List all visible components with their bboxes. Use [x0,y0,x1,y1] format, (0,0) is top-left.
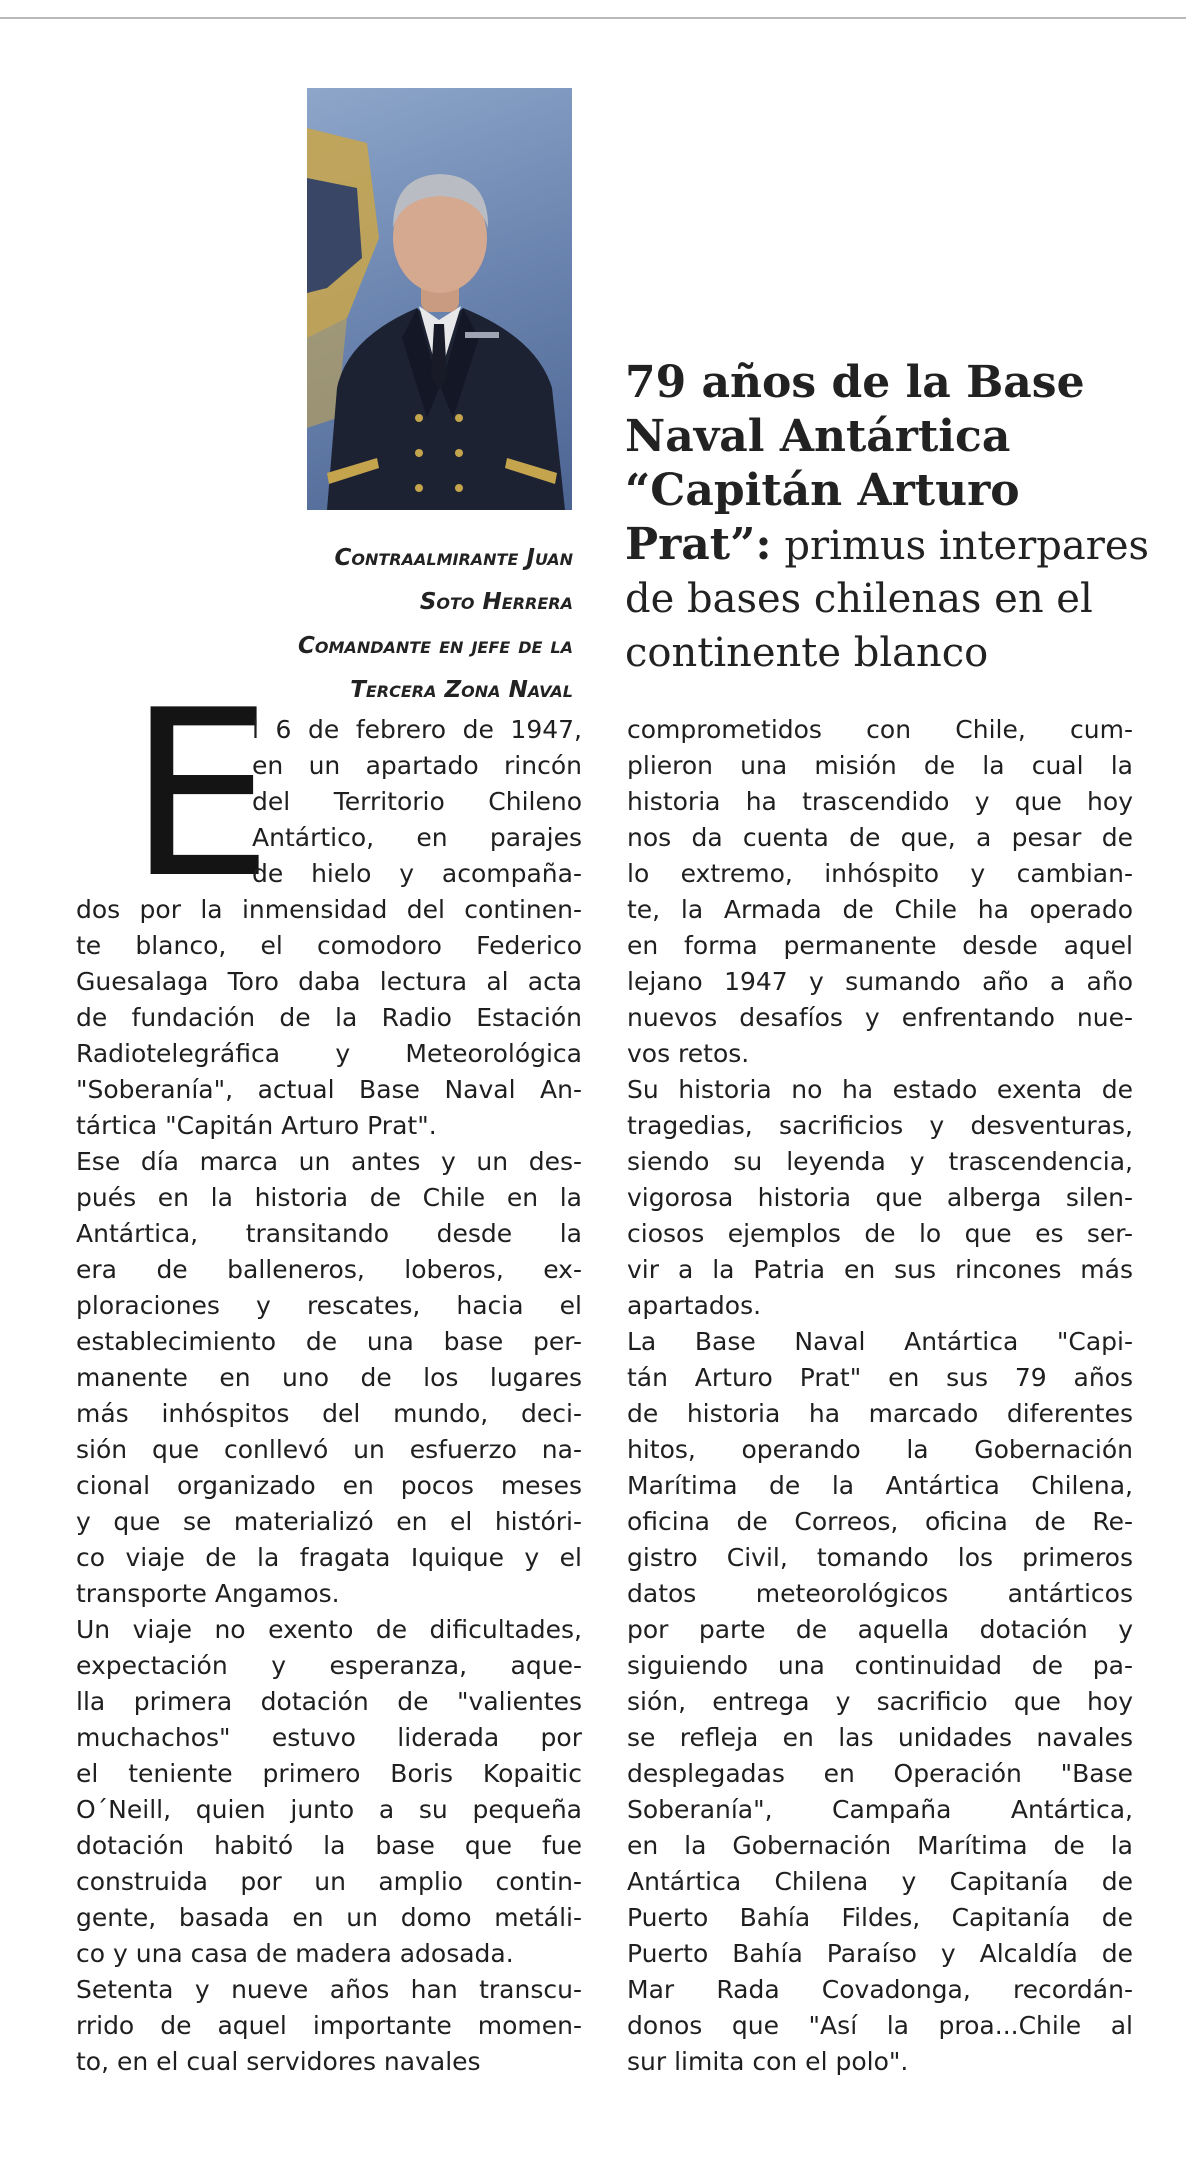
text-line: nos da cuenta de que, a pesar de [627,823,1133,852]
text-line: rrido de aquel importante momen- [76,2011,582,2040]
text-line: plieron una misión de la cual la [627,751,1133,780]
text-line: apartados. [627,1291,762,1320]
text-line: establecimiento de una base per- [76,1327,582,1356]
text-line: Mar Rada Covadonga, recordán- [627,1975,1133,2004]
text-line: ploraciones y rescates, hacia el [76,1291,582,1320]
text-line: vir a la Patria en sus rincones más [627,1255,1133,1284]
text-line: dos por la inmensidad del continen- [76,895,582,924]
text-line: por parte de aquella dotación y [627,1615,1133,1644]
text-line: sión, entrega y sacrificio que hoy [627,1687,1133,1716]
text-line: Su historia no ha estado exenta de [627,1075,1133,1104]
top-rule [0,17,1186,19]
text-line: transporte Angamos. [76,1579,340,1608]
caption-line-2: Soto Herrera [419,589,573,615]
text-line: el teniente primero Boris Kopaitic [76,1759,582,1788]
text-line: Antártico, en parajes [252,823,582,852]
text-line: Radiotelegráfica y Meteorológica [76,1039,582,1068]
text-line: to, en el cual servidores navales [76,2047,481,2076]
text-line: de historia ha marcado diferentes [627,1399,1133,1428]
text-line: Un viaje no exento de dificultades, [76,1615,582,1644]
text-line: oficina de Correos, oficina de Re- [627,1507,1133,1536]
text-line: cional organizado en pocos meses [76,1471,582,1500]
text-line: tragedias, sacrificios y desventuras, [627,1111,1133,1140]
text-line: dotación habitó la base que fue [76,1831,582,1860]
text-line: O´Neill, quien junto a su pequeña [76,1795,582,1824]
text-line: "Soberanía", actual Base Naval An- [76,1075,582,1104]
text-line: construida por un amplio contin- [76,1867,582,1896]
text-line: te blanco, el comodoro Federico [76,931,582,960]
drop-cap: E [128,662,274,929]
text-line: sur limita con el polo". [627,2047,909,2076]
caption-line-4: Tercera Zona Naval [350,677,573,703]
text-line: Marítima de la Antártica Chilena, [627,1471,1133,1500]
caption-line-1: Contraalmirante Juan [334,545,573,571]
title-line-4 [625,518,1150,572]
text-line: siendo su leyenda y trascendencia, [627,1147,1133,1176]
text-line: y que se materializó en el históri- [76,1507,582,1536]
portrait-illustration [307,88,572,510]
text-line: La Base Naval Antártica "Capi- [627,1327,1133,1356]
text-line: Guesalaga Toro daba lectura al acta [76,967,582,996]
text-line: hitos, operando la Gobernación [627,1435,1133,1464]
text-line: en la Gobernación Marítima de la [627,1831,1133,1860]
text-line: Antártica, transitando desde la [76,1219,582,1248]
text-line: desplegadas en Operación "Base [627,1759,1133,1788]
text-line: de fundación de la Radio Estación [76,1003,582,1032]
text-line: lejano 1947 y sumando año a año [627,967,1133,996]
title-line-4-regular: primus interpares [771,523,1150,569]
text-line: l 6 de febrero de 1947, [252,715,582,744]
text-line: Ese día marca un antes y un des- [76,1147,582,1176]
text-line: nuevos desafíos y enfrentando nue- [627,1003,1133,1032]
title-line-2: Naval Antártica [625,411,1011,462]
text-line: donos que "Así la proa...Chile al [627,2011,1133,2040]
title-line-3: “Capitán Arturo [625,465,1020,516]
text-line: expectación y esperanza, aque- [76,1651,582,1680]
article-title [625,356,1150,680]
text-line: era de balleneros, loberos, ex- [76,1255,582,1284]
text-line: co y una casa de madera adosada. [76,1939,514,1968]
text-line: de hielo y acompaña- [252,859,582,888]
text-line: ciosos ejemplos de lo que es ser- [627,1219,1133,1248]
title-line-1: 79 años de la Base [625,357,1085,408]
text-line: lo extremo, inhóspito y cambian- [627,859,1133,888]
text-line: Soberanía", Campaña Antártica, [627,1795,1133,1824]
text-line: Puerto Bahía Paraíso y Alcaldía de [627,1939,1133,1968]
text-line: se refleja en las unidades navales [627,1723,1133,1752]
text-line: tán Arturo Prat" en sus 79 años [627,1363,1133,1392]
text-line: Antártica Chilena y Capitanía de [627,1867,1133,1896]
caption-line-3: Comandante en jefe de la [298,633,573,659]
text-line: vos retos. [627,1039,750,1068]
portrait-photo [307,88,572,510]
text-line: muchachos" estuvo liderada por [76,1723,582,1752]
text-line: más inhóspitos del mundo, deci- [76,1399,582,1428]
title-line-6: continente blanco [625,630,989,676]
text-line: comprometidos con Chile, cum- [627,715,1133,744]
text-line: siguiendo una continuidad de pa- [627,1651,1133,1680]
text-line: lla primera dotación de "valientes [76,1687,582,1716]
text-line: Puerto Bahía Fildes, Capitanía de [627,1903,1133,1932]
text-line: co viaje de la fragata Iquique y el [76,1543,582,1572]
text-line: manente en uno de los lugares [76,1363,582,1392]
text-line: sión que conllevó un esfuerzo na- [76,1435,582,1464]
text-line: en un apartado rincón [252,751,582,780]
text-line: del Territorio Chileno [252,787,582,816]
text-line: vigorosa historia que alberga silen- [627,1183,1133,1212]
title-line-4-bold: Prat”: [625,519,772,570]
text-line: en forma permanente desde aquel [627,931,1133,960]
title-line-5: de bases chilenas en el [625,576,1093,622]
text-line: historia ha trascendido y que hoy [627,787,1133,816]
text-line: tártica "Capitán Arturo Prat". [76,1111,437,1140]
text-line: pués en la historia de Chile en la [76,1183,582,1212]
text-line: Setenta y nueve años han transcu- [76,1975,582,2004]
text-line: gente, basada en un domo metáli- [76,1903,582,1932]
text-line: te, la Armada de Chile ha operado [627,895,1133,924]
text-line: datos meteorológicos antárticos [627,1579,1133,1608]
text-line: gistro Civil, tomando los primeros [627,1543,1133,1572]
